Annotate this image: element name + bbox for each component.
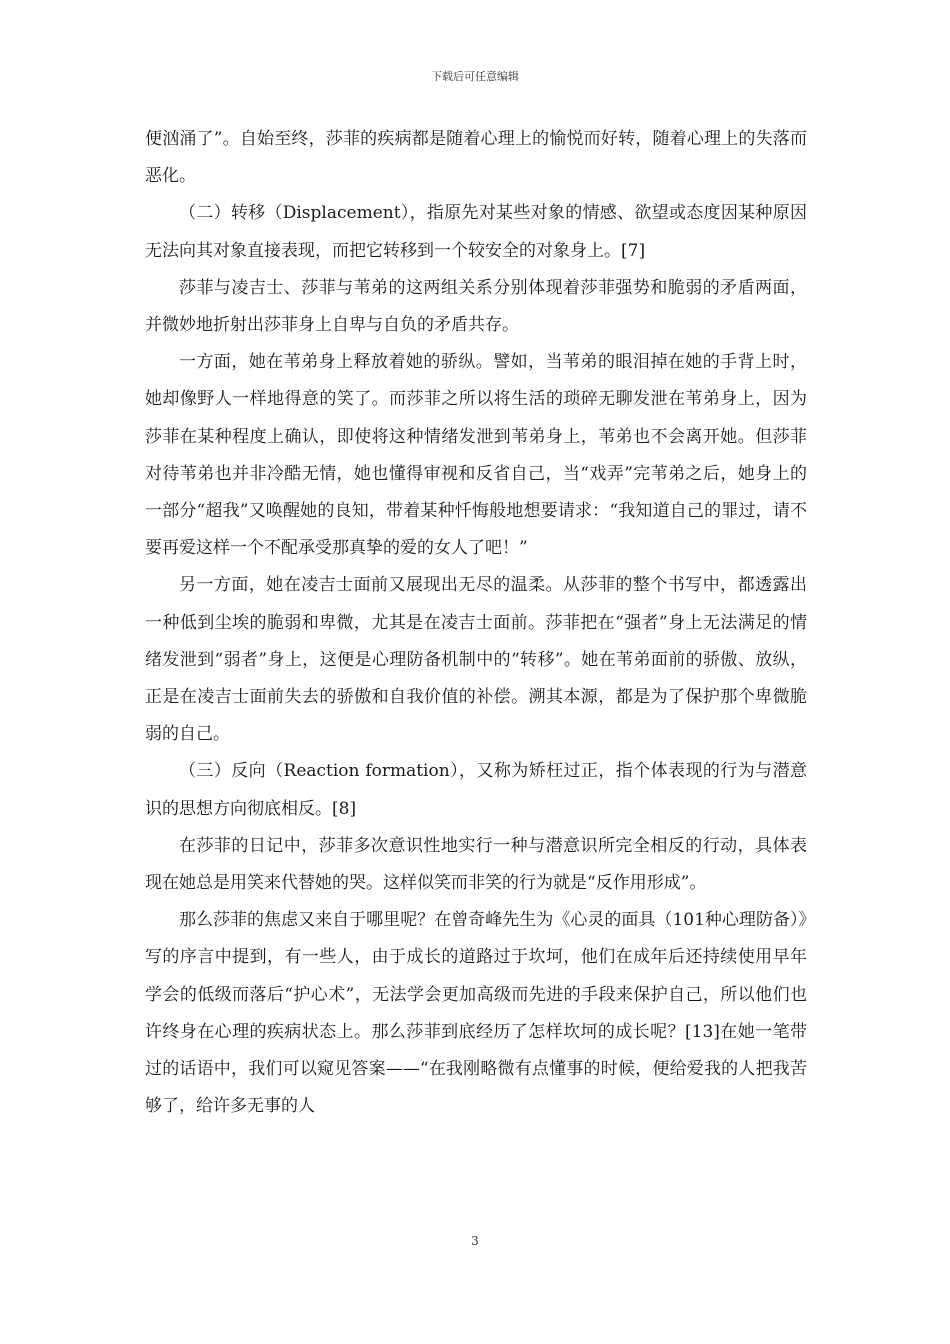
document-body (145, 121, 807, 1125)
paragraph: （三）反向（Reaction formation），又称为矫枉过正，指个体表现的行为与潜意识的思想方向彻底相反。[8] (145, 761, 807, 819)
paragraph: 便汹涌了”。自始至终，莎菲的疾病都是随着心理上的愉悦而好转，随着心理上的失落而恶化。 (145, 129, 807, 187)
paragraph: 莎菲与凌吉士、莎菲与苇弟的这两组关系分别体现着莎菲强势和脆弱的矛盾两面，并微妙地折射出莎菲身上自卑与自负的矛盾共存。 (145, 277, 807, 336)
page-header: 下载后可任意编辑 (431, 70, 519, 83)
paragraph: 另一方面，她在凌吉士面前又展现出无尽的温柔。从莎菲的整个书写中，都透露出一种低到尘埃的脆弱和卑微，尤其是在凌吉士面前。莎菲把在“强者”身上无法满足的情绪发泄到“弱者”身上，这便是心理防备机制中的“转移”。她在苇弟面前的骄傲、放纵，正是在凌吉士面前失去的骄傲和自我价值的补偿。溯其本源，都是为了保护那个卑微脆弱的自己。 (145, 575, 807, 745)
paragraph: （二）转移（Displacement），指原先对某些对象的情感、欲望或态度因某种原因无法向其对象直接表现，而把它转移到一个较安全的对象身上。[7] (145, 203, 807, 261)
paragraph: 一方面，她在苇弟身上释放着她的骄纵。譬如，当苇弟的眼泪掉在她的手背上时，她却像野人一样地得意的笑了。而莎菲之所以将生活的琐碎无聊发泄在苇弟身上，因为莎菲在某种程度上确认，即使将这种情绪发泄到苇弟身上，苇弟也不会离开她。但莎菲对待苇弟也并非冷酷无情，她也懂得审视和反省自己，当“戏弄”完苇弟之后，她身上的一部分“超我”又唤醒她的良知，带着某种忏悔般地想要请求：“我知道自己的罪过，请不要再爱这样一个不配承受那真挚的爱的女人了吧！” (145, 352, 807, 559)
paragraph: 那么莎菲的焦虑又来自于哪里呢？在曾奇峰先生为《心灵的面具（101种心理防备）》写的序言中提到，有一些人，由于成长的道路过于坎坷，他们在成年后还持续使用早年学会的低级而落后“护心术”，无法学会更加高级而先进的手段来保护自己，所以他们也许终身在心理的疾病状态上。那么莎菲到底经历了怎样坎坷的成长呢？[13]在她一笔带过的话语中，我们可以窥见答案——“在我刚略微有点懂事的时候，便给爱我的人把我苦够了，给许多无事的人 (145, 910, 807, 1117)
paragraph: 在莎菲的日记中，莎菲多次意识性地实行一种与潜意识所完全相反的行动，具体表现在她总是用笑来代替她的哭。这样似笑而非笑的行为就是“反作用形成”。 (145, 835, 807, 894)
page-number: 3 (471, 1234, 479, 1248)
